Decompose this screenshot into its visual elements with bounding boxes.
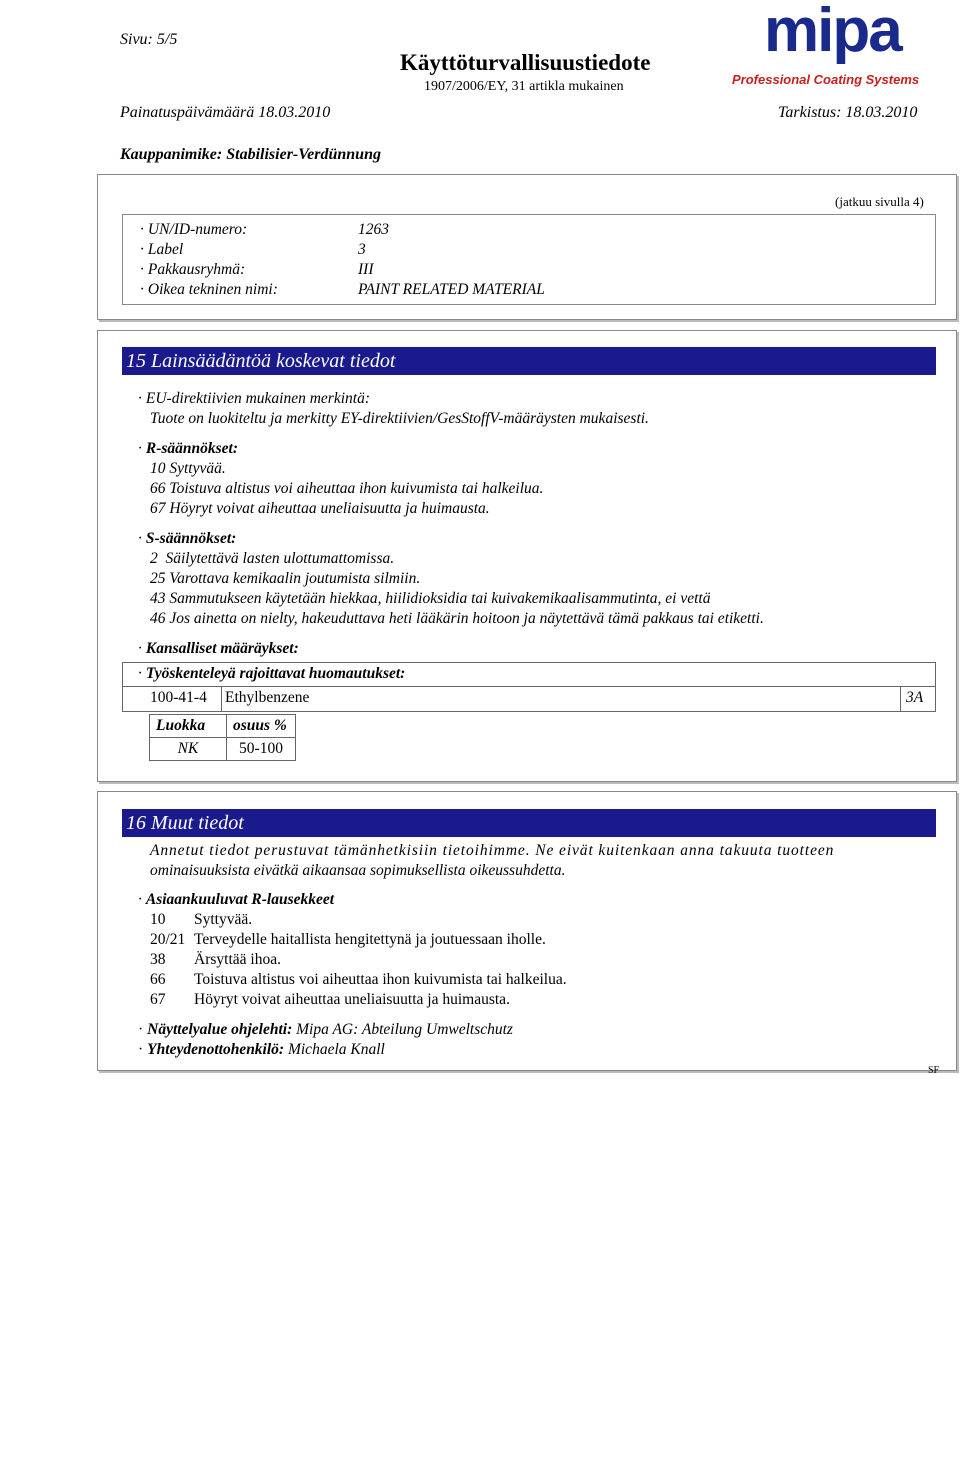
class-label: · Label: [140, 241, 184, 258]
r-text: Höyryt voivat aiheuttaa uneliaisuutta ja huimausta.: [194, 991, 510, 1008]
table-header: osuus %: [227, 715, 296, 738]
department-value: Mipa AG: Abteilung Umweltschutz: [296, 1021, 513, 1038]
table-cell: 50-100: [227, 738, 296, 761]
r-code: 10: [150, 911, 166, 928]
language-code: SF: [928, 1065, 940, 1076]
packing-group-value: III: [358, 261, 374, 278]
r-phrases-label: · R-säännökset:: [138, 440, 239, 457]
document-title: Käyttöturvallisuustiedote: [400, 50, 651, 75]
class-value: 3: [358, 241, 366, 258]
shipping-name-value: PAINT RELATED MATERIAL: [358, 281, 545, 298]
national-regulations-label: · Kansalliset määräykset:: [138, 640, 299, 657]
contact-line: · Yhteydenottohenkilö: Michaela Knall: [138, 1041, 385, 1058]
r-phrase: 10 Syttyvää.: [150, 460, 226, 477]
un-number-label: · UN/ID-numero:: [140, 221, 248, 238]
mipa-logo: mipa: [764, 0, 901, 65]
un-number-value: 1263: [358, 221, 389, 238]
eu-label: · EU-direktiivien mukainen merkintä:: [138, 390, 370, 407]
section-15-heading: 15 Lainsäädäntöä koskevat tiedot: [122, 347, 936, 375]
cas-number: 100-41-4: [150, 689, 207, 706]
table-cell: NK: [150, 738, 227, 761]
print-date: Painatuspäivämäärä 18.03.2010: [120, 104, 331, 121]
trade-name: Kauppanimike: Stabilisier-Verdünnung: [120, 146, 381, 163]
department-line: · Näyttelyalue ohjelehti: Mipa AG: Abteilung Umweltschutz: [138, 1021, 513, 1038]
substance-category: 3A: [906, 689, 924, 706]
r-phrase: 66 Toistuva altistus voi aiheuttaa ihon kuivumista tai halkeilua.: [150, 480, 544, 497]
relevant-r-label: · Asiaankuuluvat R-lausekkeet: [138, 891, 335, 908]
intro-line: ominaisuuksista eivätkä aikaansaa sopimuksellista oikeussuhdetta.: [150, 862, 566, 879]
eu-text: Tuote on luokiteltu ja merkitty EY-direktiivien/GesStoffV-määräysten mukaisesti.: [150, 410, 649, 427]
intro-line: Annetut tiedot perustuvat tämänhetkisiin tietoihimme. Ne eivät kuitenkaan anna takuuta tuotteen: [150, 842, 835, 859]
continued-note: (jatkuu sivulla 4): [835, 194, 924, 209]
r-text: Toistuva altistus voi aiheuttaa ihon kuivumista tai halkeilua.: [194, 971, 567, 988]
r-text: Terveydelle haitallista hengitettynä ja joutuessaan iholle.: [194, 931, 546, 948]
r-text: Syttyvää.: [194, 911, 253, 928]
s-phrases-label: · S-säännökset:: [138, 530, 237, 547]
logo-tagline: Professional Coating Systems: [732, 72, 920, 87]
document-subtitle: 1907/2006/EY, 31 artikla mukainen: [424, 79, 624, 94]
contact-value: Michaela Knall: [287, 1041, 385, 1058]
packing-group-label: · Pakkausryhmä:: [140, 261, 246, 278]
page-number: Sivu: 5/5: [120, 31, 178, 48]
s-phrase: 2 Säilytettävä lasten ulottumattomissa.: [150, 550, 395, 567]
r-text: Ärsyttää ihoa.: [194, 951, 281, 968]
r-phrase: 67 Höyryt voivat aiheuttaa uneliaisuutta ja huimausta.: [150, 500, 490, 517]
s-phrase: 46 Jos ainetta on nielty, hakeuduttava heti lääkärin hoitoon ja näytettävä tämä pakkaus tai etiketti.: [150, 610, 764, 627]
r-code: 67: [150, 991, 166, 1008]
revision-date: Tarkistus: 18.03.2010: [778, 104, 918, 121]
shipping-name-label: · Oikea tekninen nimi:: [140, 281, 278, 298]
r-code: 38: [150, 951, 166, 968]
section-16-heading: 16 Muut tiedot: [122, 809, 936, 837]
s-phrase: 25 Varottava kemikaalin joutumista silmiin.: [150, 570, 421, 587]
work-restrictions-label: · Työskenteleyä rajoittavat huomautukset:: [138, 665, 406, 682]
r-code: 20/21: [150, 931, 186, 948]
substance-name: Ethylbenzene: [225, 689, 310, 706]
classification-table: [149, 714, 296, 761]
table-header: Luokka: [150, 715, 227, 738]
s-phrase: 43 Sammutukseen käytetään hiekkaa, hiilidioksidia tai kuivakemikaalisammutinta, ei vettä: [150, 590, 711, 607]
r-code: 66: [150, 971, 166, 988]
